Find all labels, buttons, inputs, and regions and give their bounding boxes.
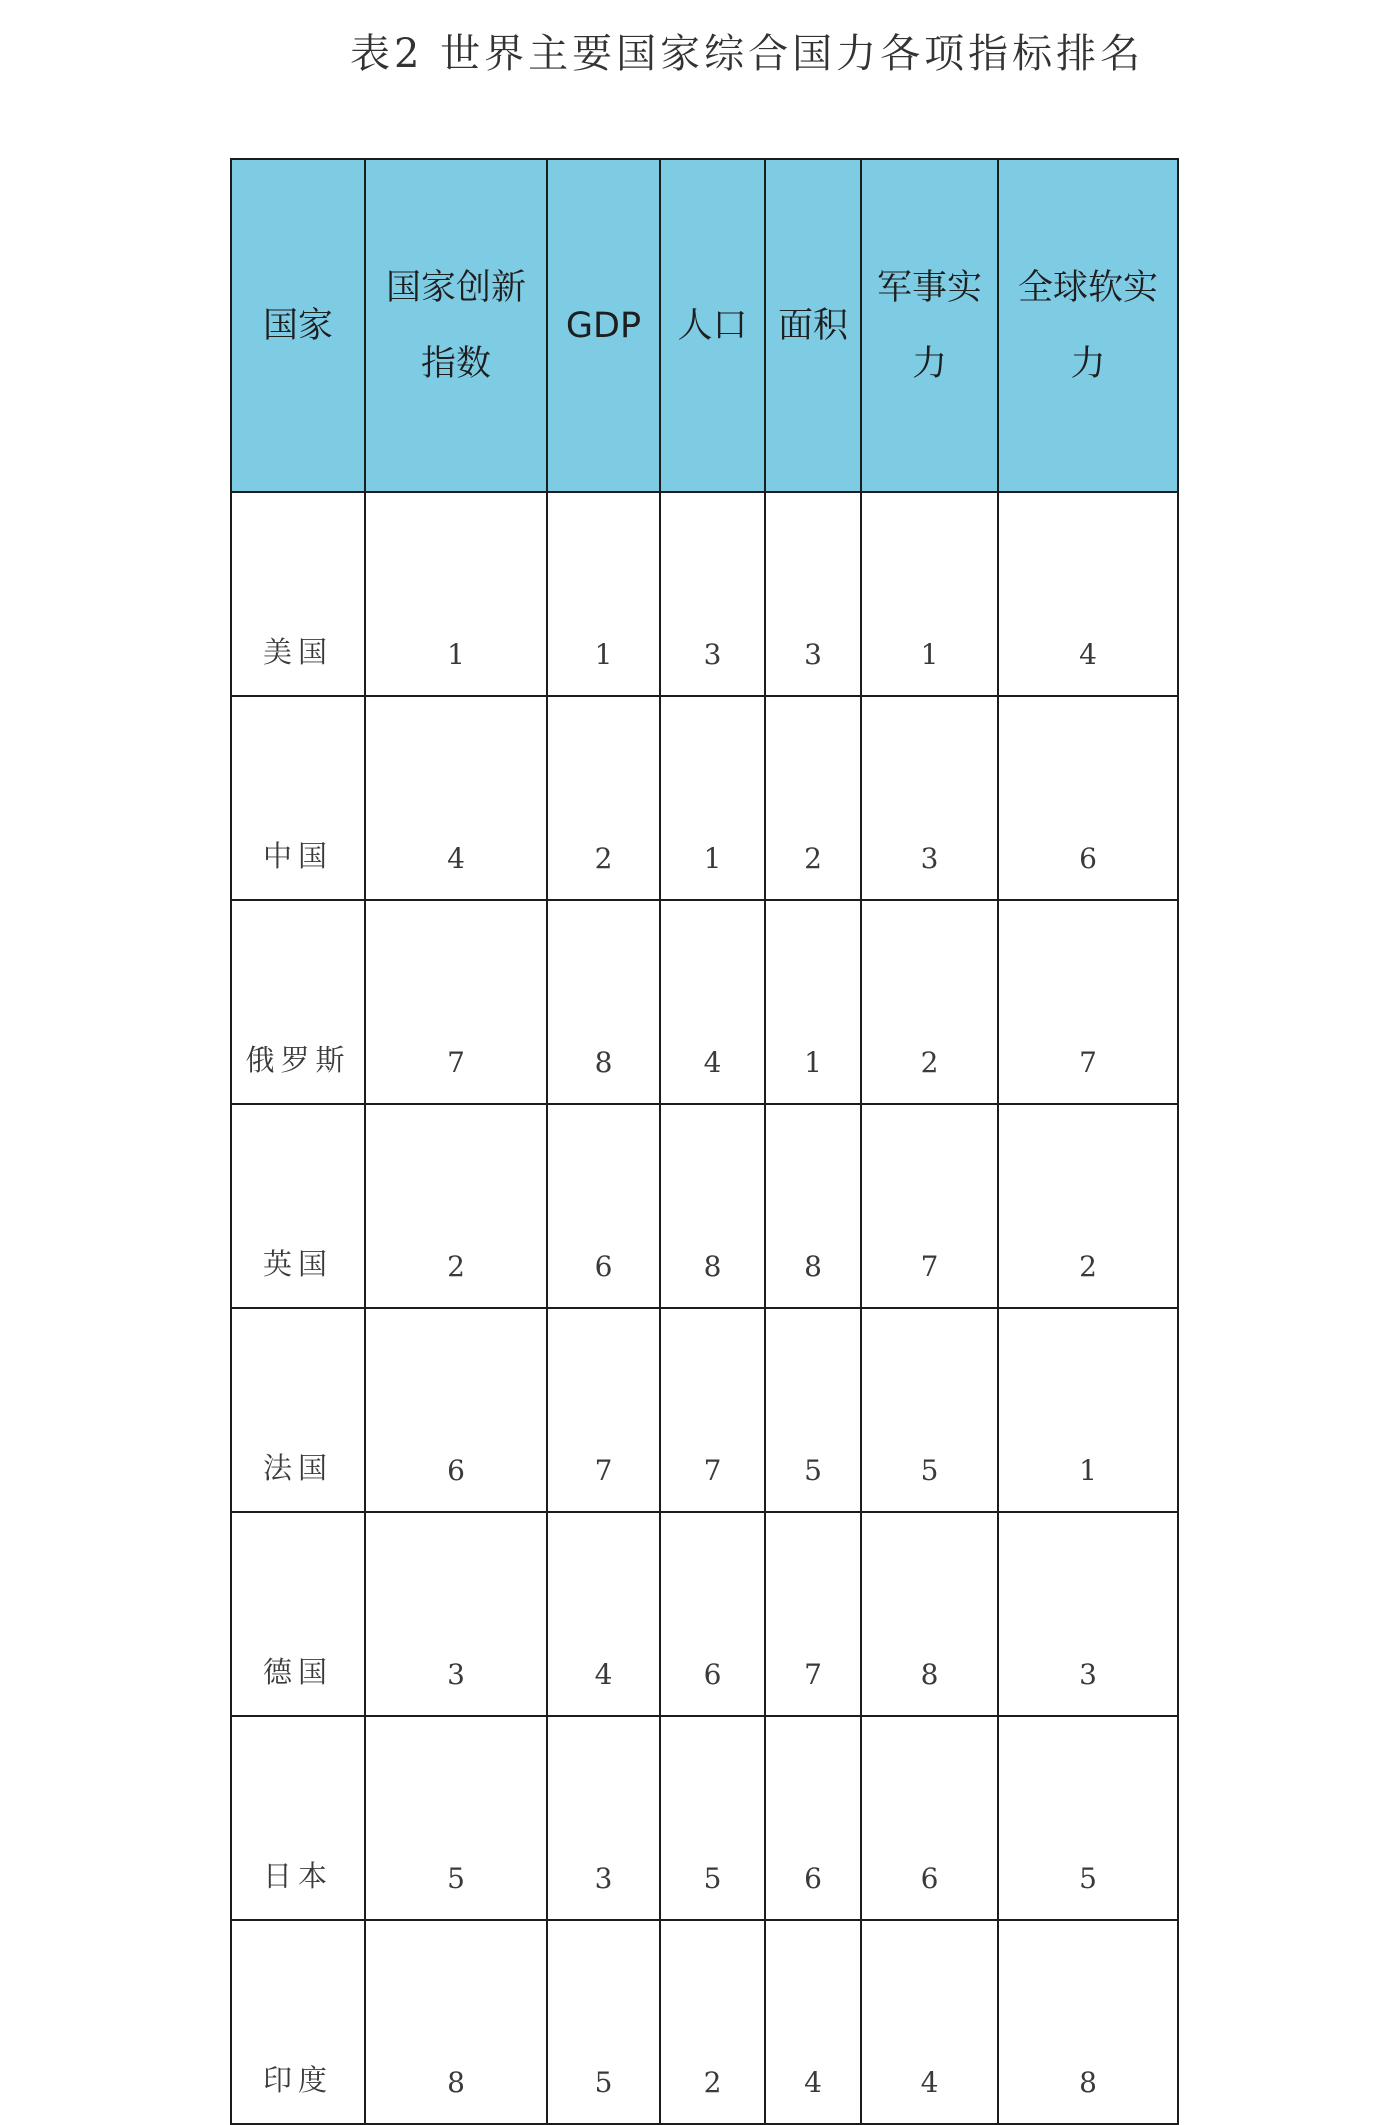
innovation-cell: 6 bbox=[365, 1308, 547, 1512]
header-gdp: GDP bbox=[547, 159, 660, 492]
header-country: 国家 bbox=[231, 159, 365, 492]
country-cell: 印度 bbox=[231, 1920, 365, 2124]
soft-power-cell: 3 bbox=[998, 1512, 1178, 1716]
population-cell: 5 bbox=[660, 1716, 765, 1920]
table-row bbox=[231, 1104, 1178, 1308]
population-cell: 1 bbox=[660, 696, 765, 900]
area-cell: 7 bbox=[765, 1512, 861, 1716]
population-cell: 8 bbox=[660, 1104, 765, 1308]
military-cell: 4 bbox=[861, 1920, 998, 2124]
military-cell: 1 bbox=[861, 492, 998, 696]
gdp-cell: 7 bbox=[547, 1308, 660, 1512]
country-cell: 法国 bbox=[231, 1308, 365, 1512]
country-cell: 英国 bbox=[231, 1104, 365, 1308]
table-title: 表2 世界主要国家综合国力各项指标排名 bbox=[350, 31, 1145, 77]
area-cell: 6 bbox=[765, 1716, 861, 1920]
gdp-cell: 3 bbox=[547, 1716, 660, 1920]
gdp-cell: 5 bbox=[547, 1920, 660, 2124]
area-cell: 5 bbox=[765, 1308, 861, 1512]
table-row bbox=[231, 900, 1178, 1104]
population-cell: 6 bbox=[660, 1512, 765, 1716]
population-cell: 3 bbox=[660, 492, 765, 696]
header-soft-power: 全球软实力 bbox=[998, 159, 1178, 492]
population-cell: 4 bbox=[660, 900, 765, 1104]
innovation-cell: 3 bbox=[365, 1512, 547, 1716]
soft-power-cell: 6 bbox=[998, 696, 1178, 900]
ranking-table bbox=[230, 158, 1179, 2125]
country-cell: 日本 bbox=[231, 1716, 365, 1920]
military-cell: 3 bbox=[861, 696, 998, 900]
soft-power-cell: 5 bbox=[998, 1716, 1178, 1920]
area-cell: 1 bbox=[765, 900, 861, 1104]
gdp-cell: 8 bbox=[547, 900, 660, 1104]
table-row bbox=[231, 1716, 1178, 1920]
header-row bbox=[231, 159, 1178, 492]
header-innovation-index: 国家创新指数 bbox=[365, 159, 547, 492]
table-row bbox=[231, 696, 1178, 900]
country-cell: 美国 bbox=[231, 492, 365, 696]
country-cell: 德国 bbox=[231, 1512, 365, 1716]
header-area: 面积 bbox=[765, 159, 861, 492]
population-cell: 7 bbox=[660, 1308, 765, 1512]
table-row bbox=[231, 1920, 1178, 2124]
area-cell: 4 bbox=[765, 1920, 861, 2124]
population-cell: 2 bbox=[660, 1920, 765, 2124]
soft-power-cell: 2 bbox=[998, 1104, 1178, 1308]
gdp-cell: 2 bbox=[547, 696, 660, 900]
area-cell: 2 bbox=[765, 696, 861, 900]
table-row bbox=[231, 1308, 1178, 1512]
soft-power-cell: 1 bbox=[998, 1308, 1178, 1512]
header-population: 人口 bbox=[660, 159, 765, 492]
innovation-cell: 4 bbox=[365, 696, 547, 900]
military-cell: 2 bbox=[861, 900, 998, 1104]
soft-power-cell: 7 bbox=[998, 900, 1178, 1104]
area-cell: 8 bbox=[765, 1104, 861, 1308]
header-military: 军事实力 bbox=[861, 159, 998, 492]
innovation-cell: 5 bbox=[365, 1716, 547, 1920]
table-row bbox=[231, 1512, 1178, 1716]
gdp-cell: 1 bbox=[547, 492, 660, 696]
military-cell: 5 bbox=[861, 1308, 998, 1512]
soft-power-cell: 4 bbox=[998, 492, 1178, 696]
soft-power-cell: 8 bbox=[998, 1920, 1178, 2124]
area-cell: 3 bbox=[765, 492, 861, 696]
innovation-cell: 8 bbox=[365, 1920, 547, 2124]
innovation-cell: 2 bbox=[365, 1104, 547, 1308]
innovation-cell: 7 bbox=[365, 900, 547, 1104]
gdp-cell: 6 bbox=[547, 1104, 660, 1308]
innovation-cell: 1 bbox=[365, 492, 547, 696]
military-cell: 7 bbox=[861, 1104, 998, 1308]
country-cell: 俄罗斯 bbox=[231, 900, 365, 1104]
table-row bbox=[231, 492, 1178, 696]
country-cell: 中国 bbox=[231, 696, 365, 900]
military-cell: 8 bbox=[861, 1512, 998, 1716]
gdp-cell: 4 bbox=[547, 1512, 660, 1716]
military-cell: 6 bbox=[861, 1716, 998, 1920]
